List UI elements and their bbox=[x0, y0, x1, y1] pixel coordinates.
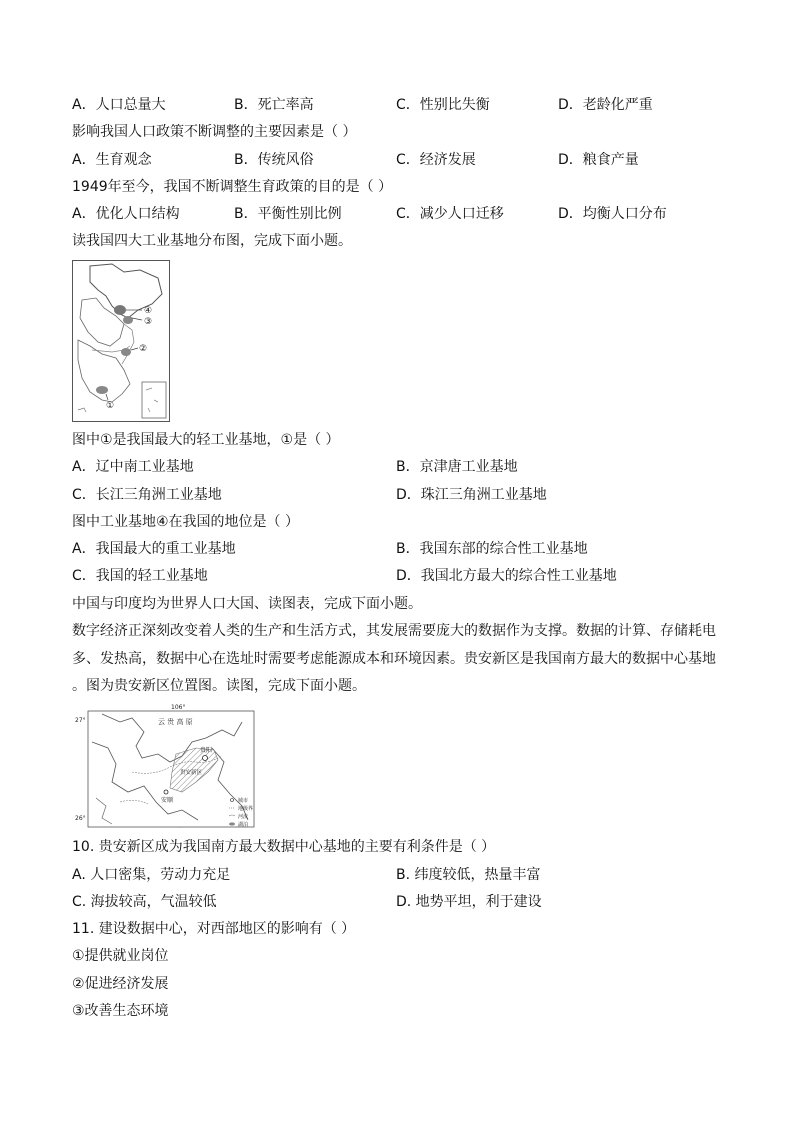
list-item: ③改善生态环境 bbox=[72, 1003, 169, 1019]
latitude-top-label: 27° bbox=[75, 717, 86, 724]
passage-line: 多、发热高，数据中心在选址时需要考虑能源成本和环境因素。贵安新区是我国南方最大的数据中心基地 bbox=[72, 651, 716, 667]
question-stem: 1949年至今，我国不断调整生育政策的目的是（ ） bbox=[72, 179, 393, 195]
guian-location-map bbox=[72, 702, 272, 830]
option-c: C．性别比失衡 bbox=[396, 97, 490, 113]
option-d: D. 地势平坦，利于建设 bbox=[396, 894, 542, 910]
passage-line: 数字经济正深刻改变着人类的生产和生活方式，其发展需要庞大的数据作为支撑。数据的计算、存储耗电 bbox=[72, 623, 716, 639]
option-b: B．平衡性别比例 bbox=[234, 206, 342, 222]
option-a: A．生育观念 bbox=[72, 152, 152, 168]
marker-3: ③ bbox=[144, 317, 153, 327]
legend-river: 河流 bbox=[238, 814, 249, 820]
legend-lake: 湖泊 bbox=[238, 822, 249, 828]
section-intro: 中国与印度均为世界人口大国、读图表，完成下面小题。 bbox=[72, 596, 422, 612]
option-a: A. 人口密集，劳动力充足 bbox=[72, 867, 231, 883]
option-d: D．老龄化严重 bbox=[558, 97, 653, 113]
option-c: C. 海拔较高，气温较低 bbox=[72, 894, 217, 910]
question-stem: 图中①是我国最大的轻工业基地，①是（ ） bbox=[72, 432, 340, 448]
option-b: B．传统风俗 bbox=[234, 152, 314, 168]
option-c: C．经济发展 bbox=[396, 152, 476, 168]
industry-base-map bbox=[72, 260, 170, 422]
option-a: A．人口总量大 bbox=[72, 97, 166, 113]
option-b: B．我国东部的综合性工业基地 bbox=[396, 541, 588, 557]
option-c: C．长江三角洲工业基地 bbox=[72, 487, 222, 503]
passage-line: 。图为贵安新区位置图。读图，完成下面小题。 bbox=[72, 678, 366, 694]
option-d: D．粮食产量 bbox=[558, 152, 639, 168]
option-d: D．均衡人口分布 bbox=[558, 206, 667, 222]
option-a: A．我国最大的重工业基地 bbox=[72, 541, 236, 557]
question-stem: 10. 贵安新区成为我国南方最大数据中心基地的主要有利条件是（ ） bbox=[72, 839, 496, 855]
marker-4: ④ bbox=[144, 306, 153, 316]
marker-1: ① bbox=[106, 401, 115, 411]
option-c: C．减少人口迁移 bbox=[396, 206, 504, 222]
question-stem: 11. 建设数据中心，对西部地区的影响有（ ） bbox=[72, 921, 356, 937]
list-item: ①提供就业岗位 bbox=[72, 948, 169, 964]
option-a: A．优化人口结构 bbox=[72, 206, 180, 222]
option-b: B．死亡率高 bbox=[234, 97, 314, 113]
question-stem: 影响我国人口政策不断调整的主要因素是（ ） bbox=[72, 124, 357, 140]
longitude-label: 106° bbox=[171, 704, 186, 711]
list-item: ②促进经济发展 bbox=[72, 976, 169, 992]
city-anshun-label: 安顺 bbox=[161, 797, 174, 804]
guian-area-label: 贵安新区 bbox=[180, 770, 203, 776]
option-b: B．京津唐工业基地 bbox=[396, 459, 518, 475]
legend-city: 城市 bbox=[238, 798, 249, 804]
question-stem: 图中工业基地④在我国的地位是（ ） bbox=[72, 514, 300, 530]
city-guiyang-label: 贵阳 bbox=[200, 747, 213, 754]
option-c: C．我国的轻工业基地 bbox=[72, 568, 208, 584]
option-d: D．珠江三角洲工业基地 bbox=[396, 487, 547, 503]
marker-2: ② bbox=[139, 344, 148, 354]
option-d: D．我国北方最大的综合性工业基地 bbox=[396, 568, 617, 584]
plateau-label: 云 贵 高 原 bbox=[158, 718, 193, 726]
section-intro: 读我国四大工业基地分布图，完成下面小题。 bbox=[72, 233, 352, 249]
option-a: A．辽中南工业基地 bbox=[72, 459, 194, 475]
latitude-bottom-label: 26° bbox=[75, 815, 86, 822]
legend-boundary: 地级界 bbox=[238, 806, 254, 812]
option-b: B. 纬度较低，热量丰富 bbox=[396, 867, 541, 883]
